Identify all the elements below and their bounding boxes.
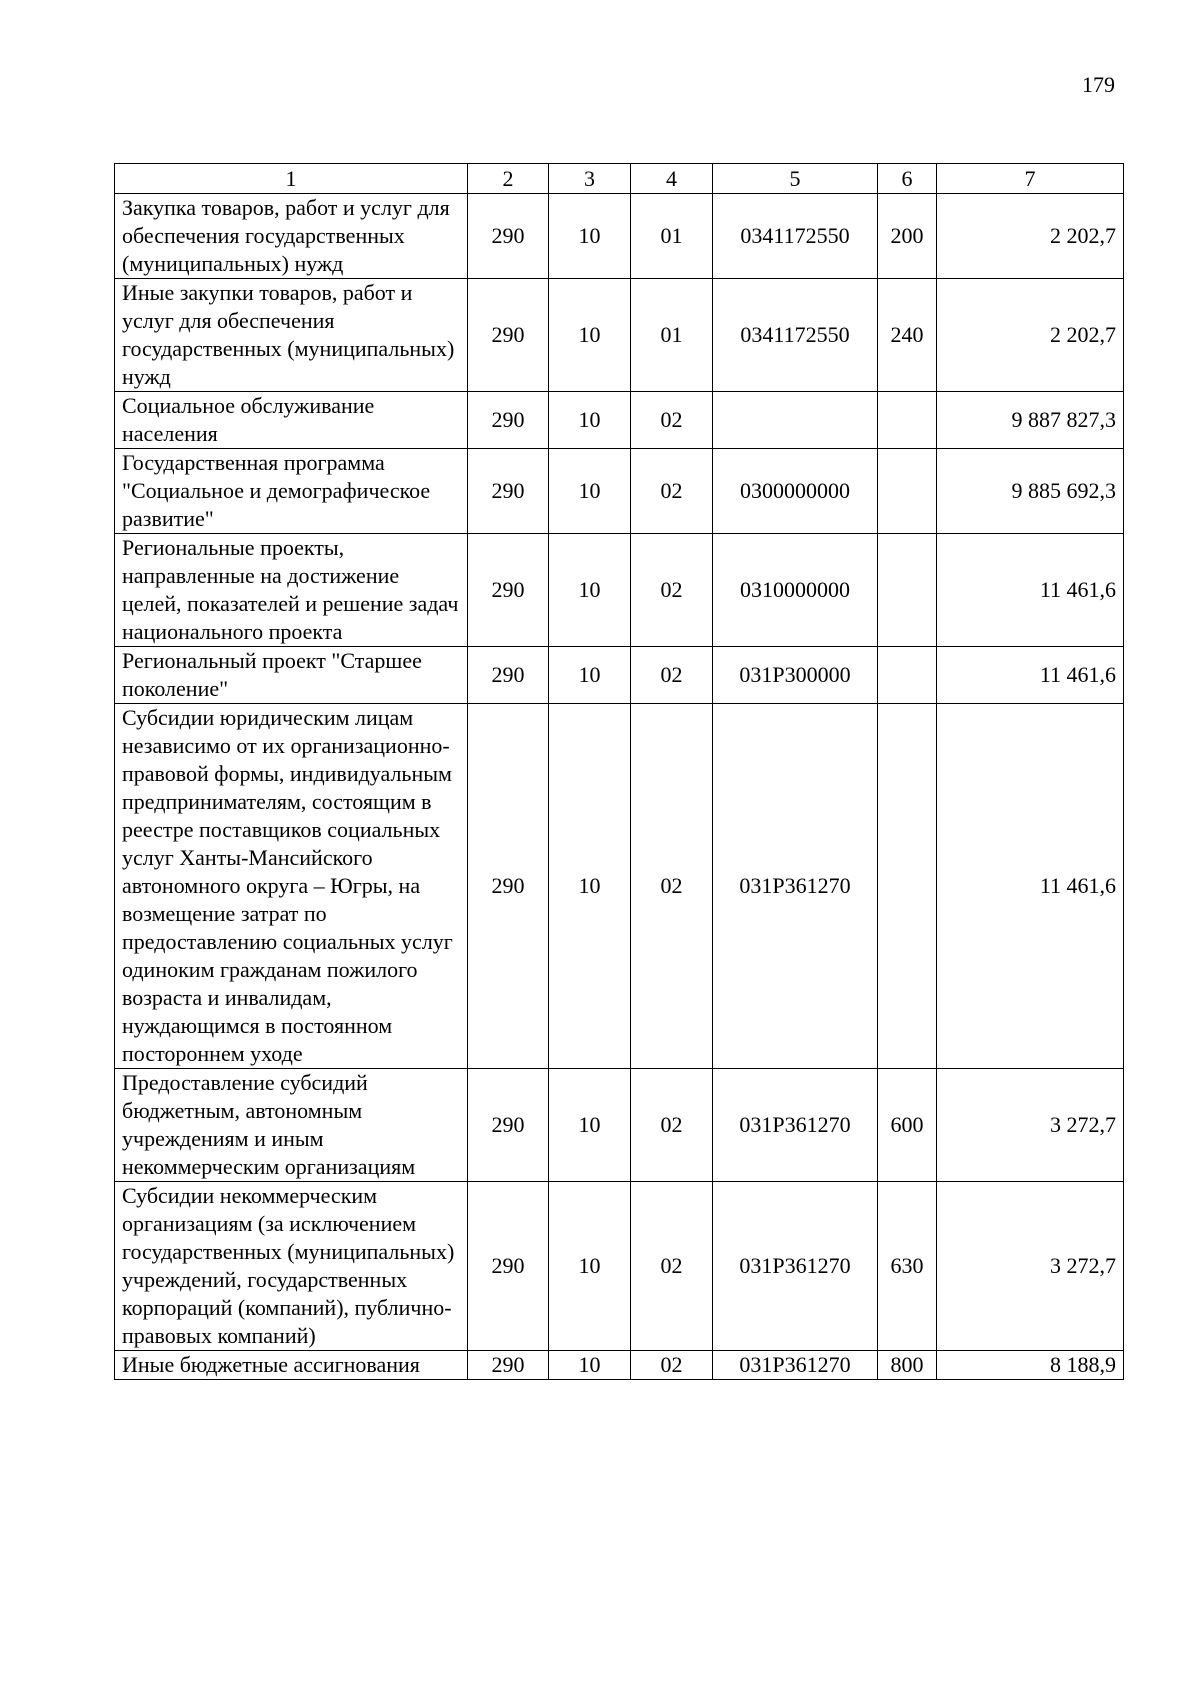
row-code-4: 01 [631,194,713,279]
table-row [115,1069,1124,1182]
row-code-3: 10 [549,647,631,704]
row-code-5: 031P361270 [713,704,878,1069]
table-row [115,647,1124,704]
table-row [115,1351,1124,1380]
row-name: Региональный проект "Старшее поколение" [115,647,468,704]
row-code-5: 031P361270 [713,1351,878,1380]
row-code-3: 10 [549,449,631,534]
row-code-2: 290 [468,534,549,647]
row-amount: 11 461,6 [937,647,1124,704]
row-code-3: 10 [549,279,631,392]
row-name: Предоставление субсидий бюджетным, автономным учреждениям и иным некоммерческим организациям [115,1069,468,1182]
row-code-3: 10 [549,194,631,279]
row-code-6: 630 [878,1182,937,1351]
row-code-5: 031P361270 [713,1182,878,1351]
row-code-4: 02 [631,534,713,647]
header-cell: 3 [549,164,631,194]
table-row [115,392,1124,449]
row-code-4: 01 [631,279,713,392]
budget-table [114,163,1124,1380]
row-code-2: 290 [468,704,549,1069]
header-cell: 2 [468,164,549,194]
row-code-6: 240 [878,279,937,392]
row-code-6: 200 [878,194,937,279]
row-code-3: 10 [549,1351,631,1380]
table-row [115,704,1124,1069]
row-code-6: 600 [878,1069,937,1182]
header-cell: 6 [878,164,937,194]
row-code-2: 290 [468,279,549,392]
row-name: Субсидии юридическим лицам независимо от их организационно-правовой формы, индивидуальным предпринимателям, состоящим в реестре поставщиков социальных услуг Ханты-Мансийского автономного округа – Югры, на возмещение затрат по предоставлению социальных услуг одиноким гражданам пожилого возраста и инвалидам, нуждающимся в постоянном постороннем уходе [115,704,468,1069]
row-code-4: 02 [631,392,713,449]
row-name: Закупка товаров, работ и услуг для обеспечения государственных (муниципальных) нужд [115,194,468,279]
row-name: Региональные проекты, направленные на достижение целей, показателей и решение задач национального проекта [115,534,468,647]
row-code-2: 290 [468,392,549,449]
table-row [115,194,1124,279]
row-name: Государственная программа "Социальное и демографическое развитие" [115,449,468,534]
row-code-3: 10 [549,534,631,647]
row-code-5: 031P361270 [713,1069,878,1182]
row-name: Субсидии некоммерческим организациям (за исключением государственных (муниципальных) учреждений, государственных корпораций (компаний), публично-правовых компаний) [115,1182,468,1351]
row-code-4: 02 [631,1182,713,1351]
row-code-2: 290 [468,1351,549,1380]
row-amount: 2 202,7 [937,194,1124,279]
row-code-5: 0300000000 [713,449,878,534]
row-name: Иные закупки товаров, работ и услуг для обеспечения государственных (муниципальных) нужд [115,279,468,392]
row-amount: 11 461,6 [937,534,1124,647]
page-number: 179 [1082,72,1115,97]
row-code-6: 800 [878,1351,937,1380]
row-code-5: 0310000000 [713,534,878,647]
row-amount: 11 461,6 [937,704,1124,1069]
row-name: Иные бюджетные ассигнования [115,1351,468,1380]
row-code-3: 10 [549,704,631,1069]
row-code-3: 10 [549,1182,631,1351]
row-code-4: 02 [631,449,713,534]
row-code-4: 02 [631,1351,713,1380]
table-row [115,534,1124,647]
row-code-2: 290 [468,449,549,534]
row-code-6 [878,534,937,647]
row-name: Социальное обслуживание населения [115,392,468,449]
table-row [115,1182,1124,1351]
row-code-6 [878,392,937,449]
row-code-6 [878,647,937,704]
header-cell: 1 [115,164,468,194]
row-code-5: 031P300000 [713,647,878,704]
table-row [115,279,1124,392]
row-code-5 [713,392,878,449]
row-amount: 3 272,7 [937,1069,1124,1182]
row-code-5: 0341172550 [713,194,878,279]
row-code-4: 02 [631,647,713,704]
row-amount: 3 272,7 [937,1182,1124,1351]
row-amount: 9 887 827,3 [937,392,1124,449]
header-cell: 5 [713,164,878,194]
row-amount: 2 202,7 [937,279,1124,392]
row-code-3: 10 [549,392,631,449]
row-code-4: 02 [631,704,713,1069]
row-code-6 [878,449,937,534]
row-code-2: 290 [468,1069,549,1182]
row-code-2: 290 [468,647,549,704]
row-code-5: 0341172550 [713,279,878,392]
row-code-4: 02 [631,1069,713,1182]
row-code-6 [878,704,937,1069]
row-amount: 9 885 692,3 [937,449,1124,534]
row-amount: 8 188,9 [937,1351,1124,1380]
row-code-2: 290 [468,194,549,279]
header-cell: 7 [937,164,1124,194]
row-code-2: 290 [468,1182,549,1351]
header-cell: 4 [631,164,713,194]
table-header-row [115,164,1124,194]
row-code-3: 10 [549,1069,631,1182]
table-row [115,449,1124,534]
